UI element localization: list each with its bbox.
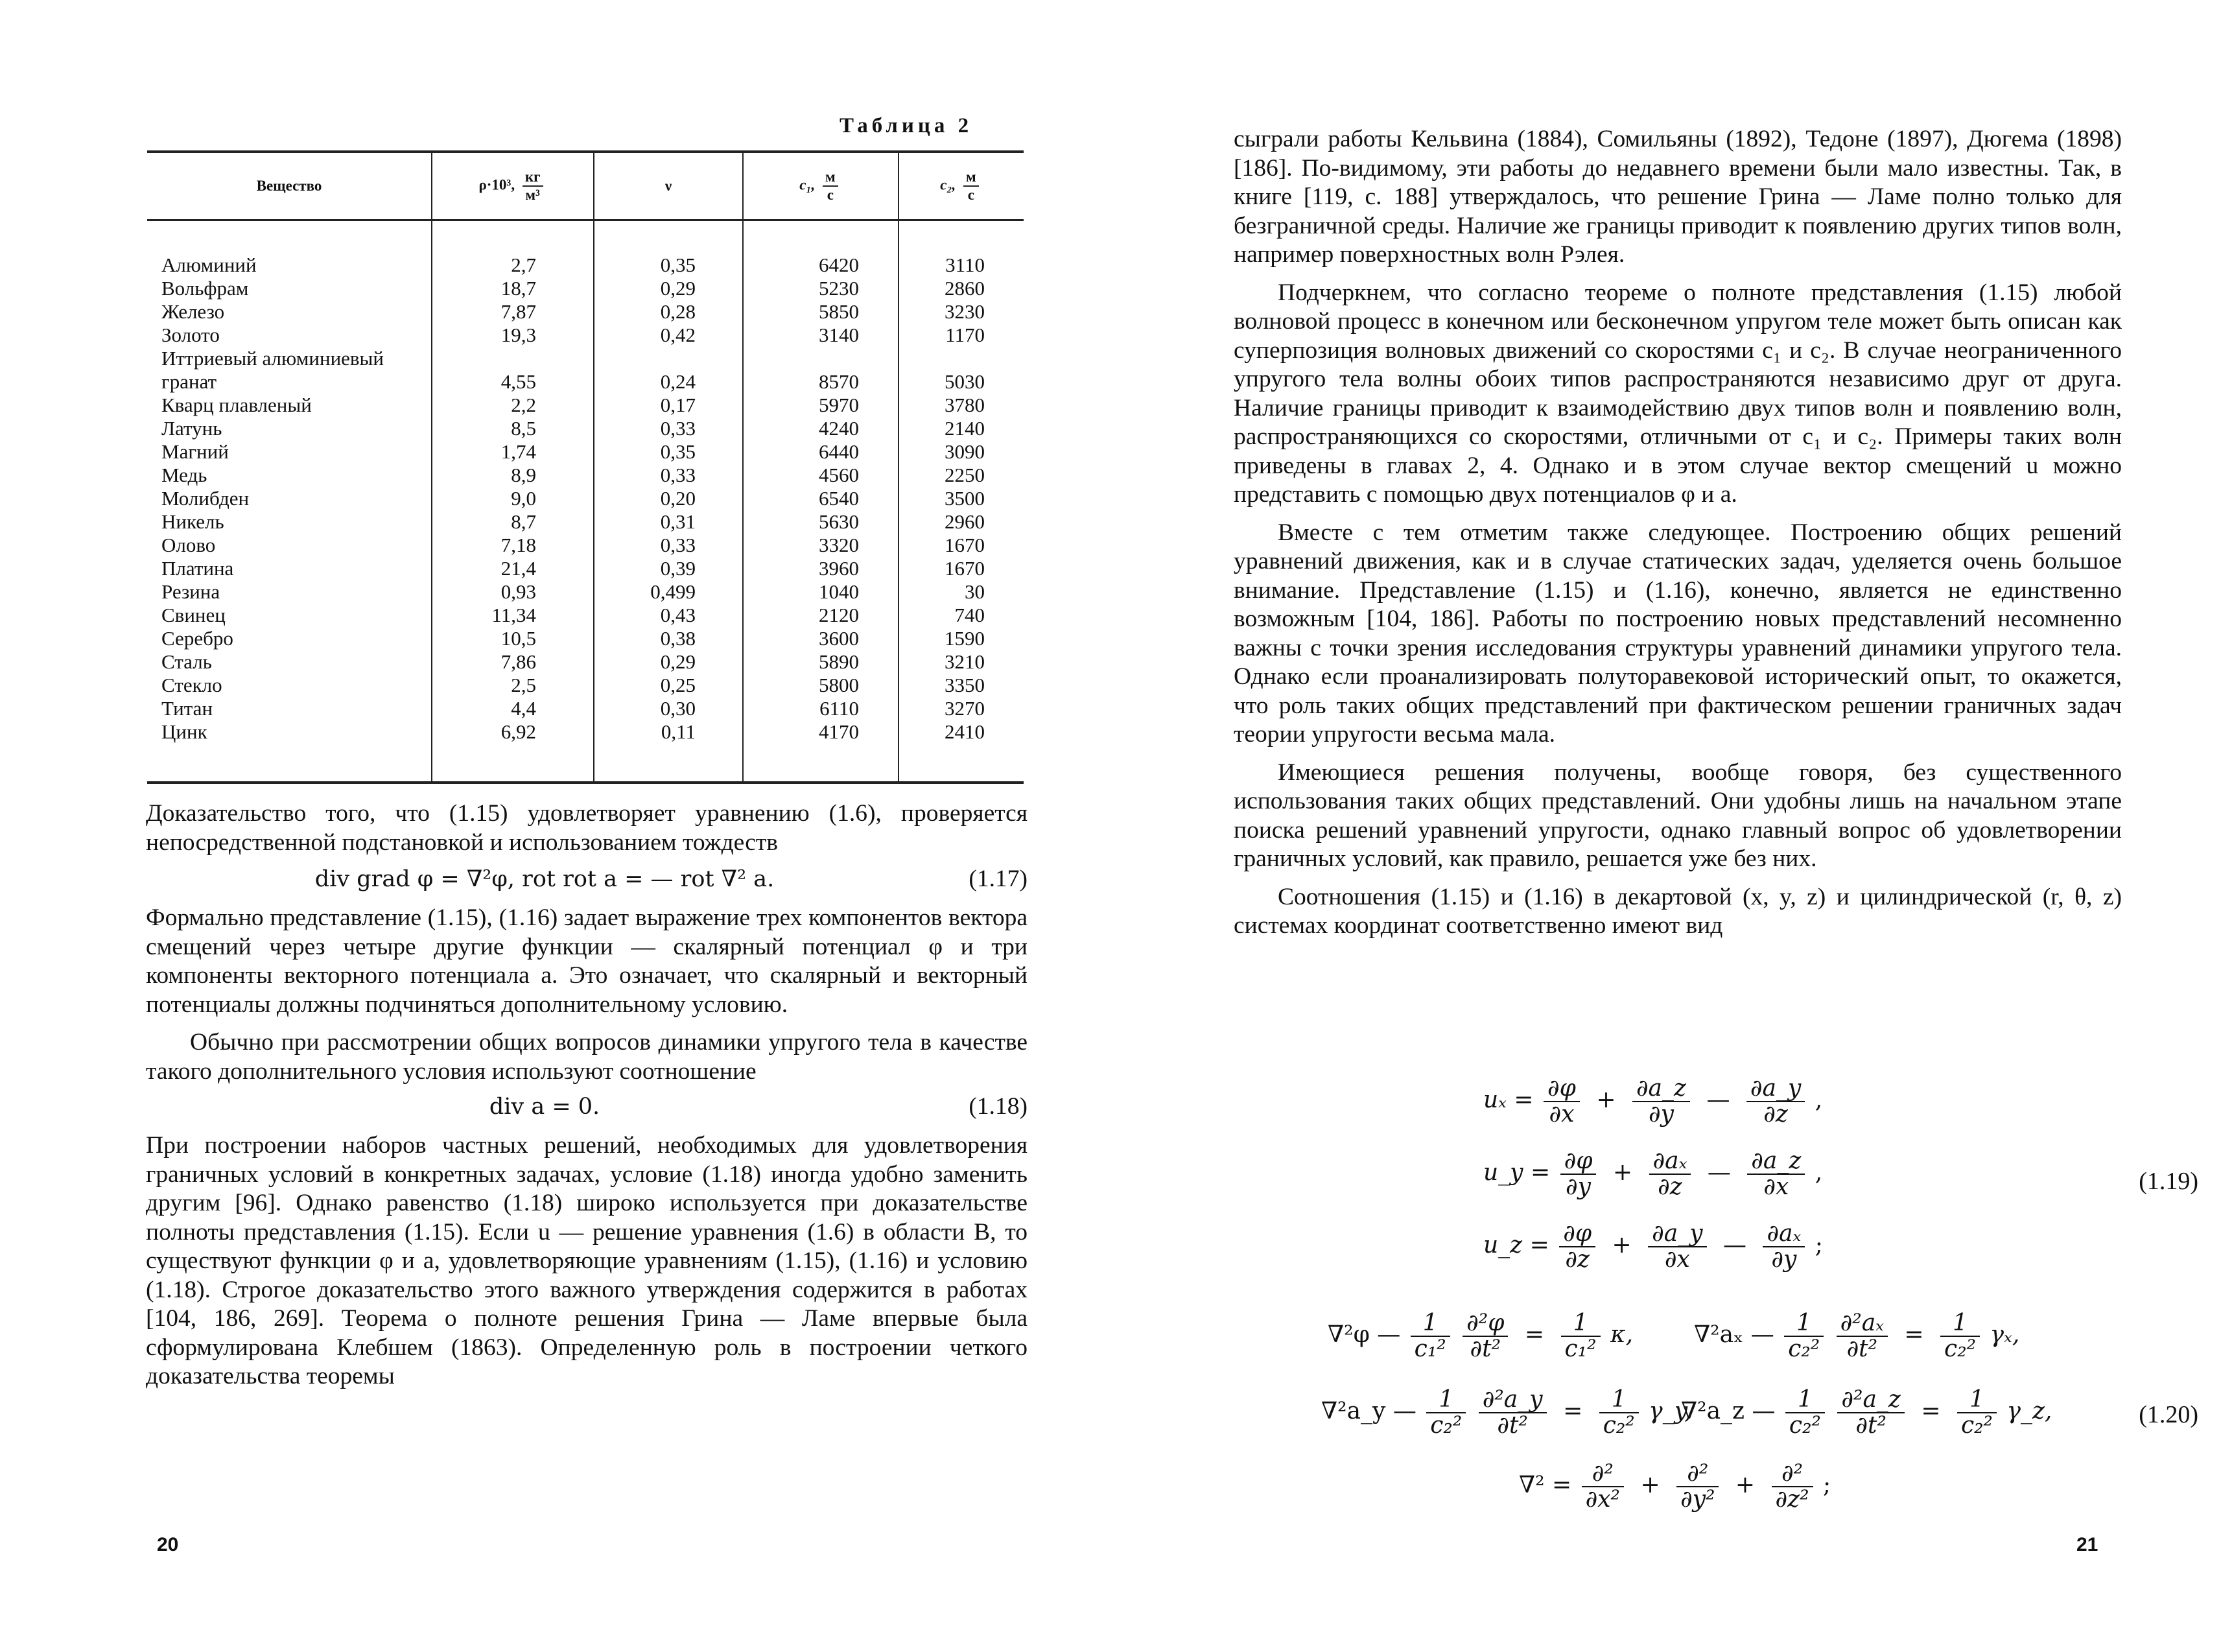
header-density: ρ·10³, $\frac{кг}{\text{м³}}$ <box>432 152 594 220</box>
table-cell: 2,5 <box>432 674 594 697</box>
page-number: 21 <box>2076 1534 2098 1555</box>
table-cell: 3780 <box>899 394 1024 417</box>
equation-number: (1.20) <box>2139 1401 2198 1428</box>
table-cell: 7,86 <box>432 650 594 674</box>
table-cell: 18,7 <box>432 277 594 300</box>
paragraph: Подчеркнем, что согласно теореме о полноте представления (1.15) любой волновой процесс в конечном или бесконечном упругом теле может быть описан как суперпозиция волновых движений со скоростями c₁ и c₂. В случае неограниченного упругого тела волны обоих типов распространяются независимо друг от друга. Наличие границы приводит к взаимодействию двух типов волн и появлению волн, распространяющихся со скоростями, отличными от c₁ и c₂. Примеры таких волн приведены в главах 2, 4. Однако и в этом случае вектор смещений u можно представить с помощью двух потенциалов φ и a. <box>1234 279 2122 508</box>
table-cell: 740 <box>899 604 1024 627</box>
header-c1: c₁, $\frac{м}{с}$ <box>743 152 899 220</box>
table-cell: 0,25 <box>594 674 743 697</box>
table-cell-substance: Молибден <box>161 487 250 510</box>
table-cell: 1170 <box>899 324 1024 347</box>
table-cell: 0,35 <box>594 440 743 464</box>
table-cell: 2140 <box>899 417 1024 440</box>
table-cell: 0,33 <box>594 464 743 487</box>
table-cell-substance: Стекло <box>161 674 222 696</box>
equation-number: (1.18) <box>969 1093 1028 1120</box>
table-cell-substance: Иттриевый алюминиевый <box>161 347 384 370</box>
equation-ax-wave: ∇²aₓ — $\frac{1}{\text{c₂²}}$ $\frac{\text{∂²aₓ}}{\text{∂t²}}$ = $\frac{1}{\text{c₂²}}$ γₓ, <box>1694 1310 2020 1362</box>
table-cell: 0,29 <box>594 650 743 674</box>
equation-1-17 <box>146 858 1028 900</box>
table-cell: 3320 <box>743 534 899 557</box>
table-cell: 2120 <box>743 604 899 627</box>
paragraph: Соотношения (1.15) и (1.16) в декартовой (x, y, z) и цилиндрической (r, θ, z) системах координат соответственно имеют вид <box>1234 883 2122 939</box>
table-cell: 0,38 <box>594 627 743 650</box>
table-row <box>147 324 1024 347</box>
table-cell: 5030 <box>899 370 1024 394</box>
table-cell: 4240 <box>743 417 899 440</box>
table-cell: 0,29 <box>594 277 743 300</box>
table-row <box>147 464 1024 487</box>
table-cell: 0,30 <box>594 697 743 720</box>
table-cell-substance: Магний <box>161 440 229 463</box>
equation-laplacian: ∇² = ∂² ∂x² + ∂² ∂y² + ∂² ∂z² ; <box>1519 1460 1831 1513</box>
equation-1-20 <box>1110 1311 2221 1525</box>
table-header-row <box>147 152 1024 220</box>
table-cell-substance: Алюминий <box>161 254 257 276</box>
table-cell: 1670 <box>899 557 1024 580</box>
table-row <box>147 534 1024 557</box>
table-body <box>147 220 1024 783</box>
table-cell: 1590 <box>899 627 1024 650</box>
table-cell: 3210 <box>899 650 1024 674</box>
page-number: 20 <box>157 1534 179 1555</box>
table-cell-substance: Медь <box>161 464 207 486</box>
table-cell: 6540 <box>743 487 899 510</box>
table-cell-substance: Золото <box>161 324 220 346</box>
table-cell: 3140 <box>743 324 899 347</box>
table-cell: 8570 <box>743 370 899 394</box>
table-cell: 7,18 <box>432 534 594 557</box>
table-cell: 0,35 <box>594 220 743 277</box>
table-cell: 0,31 <box>594 510 743 534</box>
table-cell: 19,3 <box>432 324 594 347</box>
table-cell-substance: Сталь <box>161 650 212 673</box>
table-cell: 3350 <box>899 674 1024 697</box>
table-cell-substance: Олово <box>161 534 216 556</box>
table-cell-substance: Серебро <box>161 627 233 650</box>
paragraph: сыграли работы Кельвина (1884), Сомильяны (1892), Тедоне (1897), Дюгема (1898) [186]. По-видимому, эти работы до недавнего времени были мало известны. Так, в книге [119, с. 188] утверждалось, что решение Грина — Ламе полно только для безграничной среды. Наличие же границы приводит к появлению других типов волн, например поверхностных волн Рэлея. <box>1234 126 2122 268</box>
equation-ay-wave: ∇²a_y — $\frac{1}{\text{c₂²}}$ $\frac{\text{∂²a\_y}}{\text{∂t²}}$ = $\frac{1}{\text{c₂²}}$ γ_y, <box>1321 1386 1692 1439</box>
table-cell: 1,74 <box>432 440 594 464</box>
table-cell-substance: Кварц плавленый <box>161 394 312 416</box>
table-row <box>147 510 1024 534</box>
table-cell-substance: Резина <box>161 580 220 603</box>
table-cell: 3960 <box>743 557 899 580</box>
table-cell <box>743 347 899 370</box>
equation-1-19 <box>1110 1076 2221 1297</box>
equation-body: div a = 0. <box>489 1094 600 1120</box>
table-row <box>147 604 1024 627</box>
table-cell: 11,34 <box>432 604 594 627</box>
table-cell: 3500 <box>899 487 1024 510</box>
table-cell: 30 <box>899 580 1024 604</box>
table-cell: 8,9 <box>432 464 594 487</box>
table-row <box>147 674 1024 697</box>
table-cell: 5850 <box>743 300 899 324</box>
table-cell: 0,499 <box>594 580 743 604</box>
right-text-column <box>1234 125 2122 941</box>
equation-number: (1.19) <box>2139 1168 2198 1195</box>
table-row <box>147 417 1024 440</box>
table-cell-substance: Латунь <box>161 417 222 440</box>
left-text-column <box>146 799 1028 1391</box>
table-cell: 0,33 <box>594 417 743 440</box>
table-cell: 9,0 <box>432 487 594 510</box>
equation-phi-wave: ∇²φ — $\frac{1}{\text{c₁²}}$ $\frac{\text{∂²φ}}{\text{∂t²}}$ = $\frac{1}{\text{c₁²}}$ κ, <box>1328 1310 1634 1362</box>
header-c2: c₂, $\frac{м}{с}$ <box>899 152 1024 220</box>
table-cell: 8,5 <box>432 417 594 440</box>
table-cell: 4560 <box>743 464 899 487</box>
paragraph: Имеющиеся решения получены, вообще говоря, без существенного использования таких общих представлений. Они удобны лишь на начальном этапе поиска решений уравнений упругости, однако главный вопрос об удовлетворении граничных условий, как правило, решается уже без них. <box>1234 759 2122 872</box>
table-cell: 5800 <box>743 674 899 697</box>
table-cell: 2250 <box>899 464 1024 487</box>
table-cell: 5970 <box>743 394 899 417</box>
equation-uy: u_y = $\frac{\partial\varphi}{\partial y}$ + $\frac{\text{∂aₓ}}{\partial z}$ — $\frac{\partial a\_z}{\partial x}$ , <box>1483 1148 1823 1200</box>
table-cell: 0,11 <box>594 720 743 783</box>
table-cell <box>594 347 743 370</box>
table-cell-substance: Платина <box>161 557 234 580</box>
paragraph: Обычно при рассмотрении общих вопросов динамики упругого тела в качестве такого дополнительного условия используют соотношение <box>146 1029 1028 1085</box>
table-cell: 4170 <box>743 720 899 783</box>
table-cell-substance: Цинк <box>147 720 432 783</box>
table-cell: 0,33 <box>594 534 743 557</box>
table-cell: 2960 <box>899 510 1024 534</box>
table-cell: 6,92 <box>432 720 594 783</box>
equation-number: (1.17) <box>969 866 1028 892</box>
table-cell: 7,87 <box>432 300 594 324</box>
table-cell: 10,5 <box>432 627 594 650</box>
table-row <box>147 627 1024 650</box>
table-cell: 3230 <box>899 300 1024 324</box>
table-cell <box>432 347 594 370</box>
table-row <box>147 370 1024 394</box>
table-cell: 3600 <box>743 627 899 650</box>
paragraph: Доказательство того, что (1.15) удовлетворяет уравнению (1.6), проверяется непосредственной подстановкой и использованием тождеств <box>146 800 1028 856</box>
right-page <box>1110 0 2221 1652</box>
table-cell: 2860 <box>899 277 1024 300</box>
table-row <box>147 580 1024 604</box>
table-cell: 6420 <box>743 220 899 277</box>
table-cell: 5630 <box>743 510 899 534</box>
header-substance: Вещество <box>147 152 432 220</box>
table-row <box>147 440 1024 464</box>
table-cell: 2410 <box>899 720 1024 783</box>
table-row <box>147 487 1024 510</box>
table-cell-substance: Титан <box>161 697 213 720</box>
table-row <box>147 557 1024 580</box>
table-cell: 5230 <box>743 277 899 300</box>
table-row <box>147 650 1024 674</box>
material-properties-table <box>147 150 1024 784</box>
table-row <box>147 347 1024 370</box>
table-row <box>147 394 1024 417</box>
table-row <box>147 720 1024 783</box>
table-title: Таблица 2 <box>840 114 973 137</box>
equation-1-18 <box>146 1086 1028 1127</box>
table-cell-substance: Никель <box>161 510 224 533</box>
table-cell: 0,43 <box>594 604 743 627</box>
equation-body: div grad φ = ∇²φ, rot rot a = — rot ∇² a. <box>314 866 775 892</box>
table-row <box>147 220 1024 277</box>
table-cell: 6440 <box>743 440 899 464</box>
equation-az-wave: ∇²a_z — $\frac{1}{\text{c₂²}}$ $\frac{\text{∂²a\_z}}{\text{∂t²}}$ = $\frac{1}{\text{c₂²}}$ γ_z, <box>1681 1386 2052 1439</box>
paragraph: Вместе с тем отметим также следующее. Построению общих решений уравнений движения, как и в случае статических задач, уделяется очень большое внимание. Представление (1.15) и (1.16), конечно, является не единственно возможным [104, 186]. Работы по построению новых представлений несомненно важны с точки зрения исследования структуры уравнений динамики упругого тела. Однако если проанализировать полуторавековой исторический опыт, то окажется, что роль таких общих представлений при фактическом решении граничных задач теории упругости весьма мала. <box>1234 519 2122 748</box>
paragraph: При построении наборов частных решений, необходимых для удовлетворения граничных условий в конкретных задачах, условие (1.18) иногда удобно заменить другим [96]. Однако равенство (1.18) широко используется при доказательстве полноты представления (1.15). Если u — решение уравнения (1.6) в области B, то существуют функции φ и a, удовлетворяющие уравнениям (1.15), (1.16) и условию (1.18). Строгое доказательство этого важного утверждения содержится в работах [104, 186, 269]. Теорема о полноте решения Грина — Ламе впервые была сформулирована Клебшем (1863). Определенную роль в построении четкого доказательства теоремы <box>146 1132 1028 1389</box>
table-cell: 8,7 <box>432 510 594 534</box>
table-cell: 3090 <box>899 440 1024 464</box>
equation-ux: uₓ = $\frac{\partial\varphi}{\partial x}$ + $\frac{\partial a\_z}{\partial y}$ — $\frac{\partial a\_y}{\partial z}$ , <box>1483 1075 1823 1127</box>
table-cell-substance: гранат <box>161 370 217 393</box>
table-cell: 5890 <box>743 650 899 674</box>
table-cell: 4,55 <box>432 370 594 394</box>
table-cell: 3110 <box>899 220 1024 277</box>
table-cell: 2,7 <box>432 220 594 277</box>
table-cell: 0,20 <box>594 487 743 510</box>
table-cell: 0,24 <box>594 370 743 394</box>
table-cell: 4,4 <box>432 697 594 720</box>
table-row <box>147 697 1024 720</box>
table-cell: 21,4 <box>432 557 594 580</box>
table-cell-substance: Свинец <box>161 604 226 626</box>
table-cell-substance: Вольфрам <box>161 277 249 300</box>
equation-uz: u_z = $\frac{\partial\varphi}{\partial z}$ + $\frac{\partial a\_y}{\partial x}$ — $\frac{\text{∂aₓ}}{\partial y}$ ; <box>1483 1220 1823 1273</box>
table-cell: 0,93 <box>432 580 594 604</box>
left-page <box>0 0 1110 1652</box>
table-cell: 0,28 <box>594 300 743 324</box>
table-cell: 0,39 <box>594 557 743 580</box>
header-poisson: ν <box>594 152 743 220</box>
table-cell: 3270 <box>899 697 1024 720</box>
table-cell: 1040 <box>743 580 899 604</box>
table-cell: 1670 <box>899 534 1024 557</box>
paragraph: Формально представление (1.15), (1.16) задает выражение трех компонентов вектора смещений через четыре другие функции — скалярный потенциал φ и три компоненты векторного потенциала a. Это означает, что скалярный и векторный потенциалы должны подчиняться дополнительному условию. <box>146 904 1028 1018</box>
table-row <box>147 300 1024 324</box>
table-cell: 2,2 <box>432 394 594 417</box>
table-cell-substance: Железо <box>161 300 225 323</box>
table-cell: 6110 <box>743 697 899 720</box>
table-cell <box>899 347 1024 370</box>
table-cell: 0,42 <box>594 324 743 347</box>
table-row <box>147 277 1024 300</box>
table-cell: 0,17 <box>594 394 743 417</box>
